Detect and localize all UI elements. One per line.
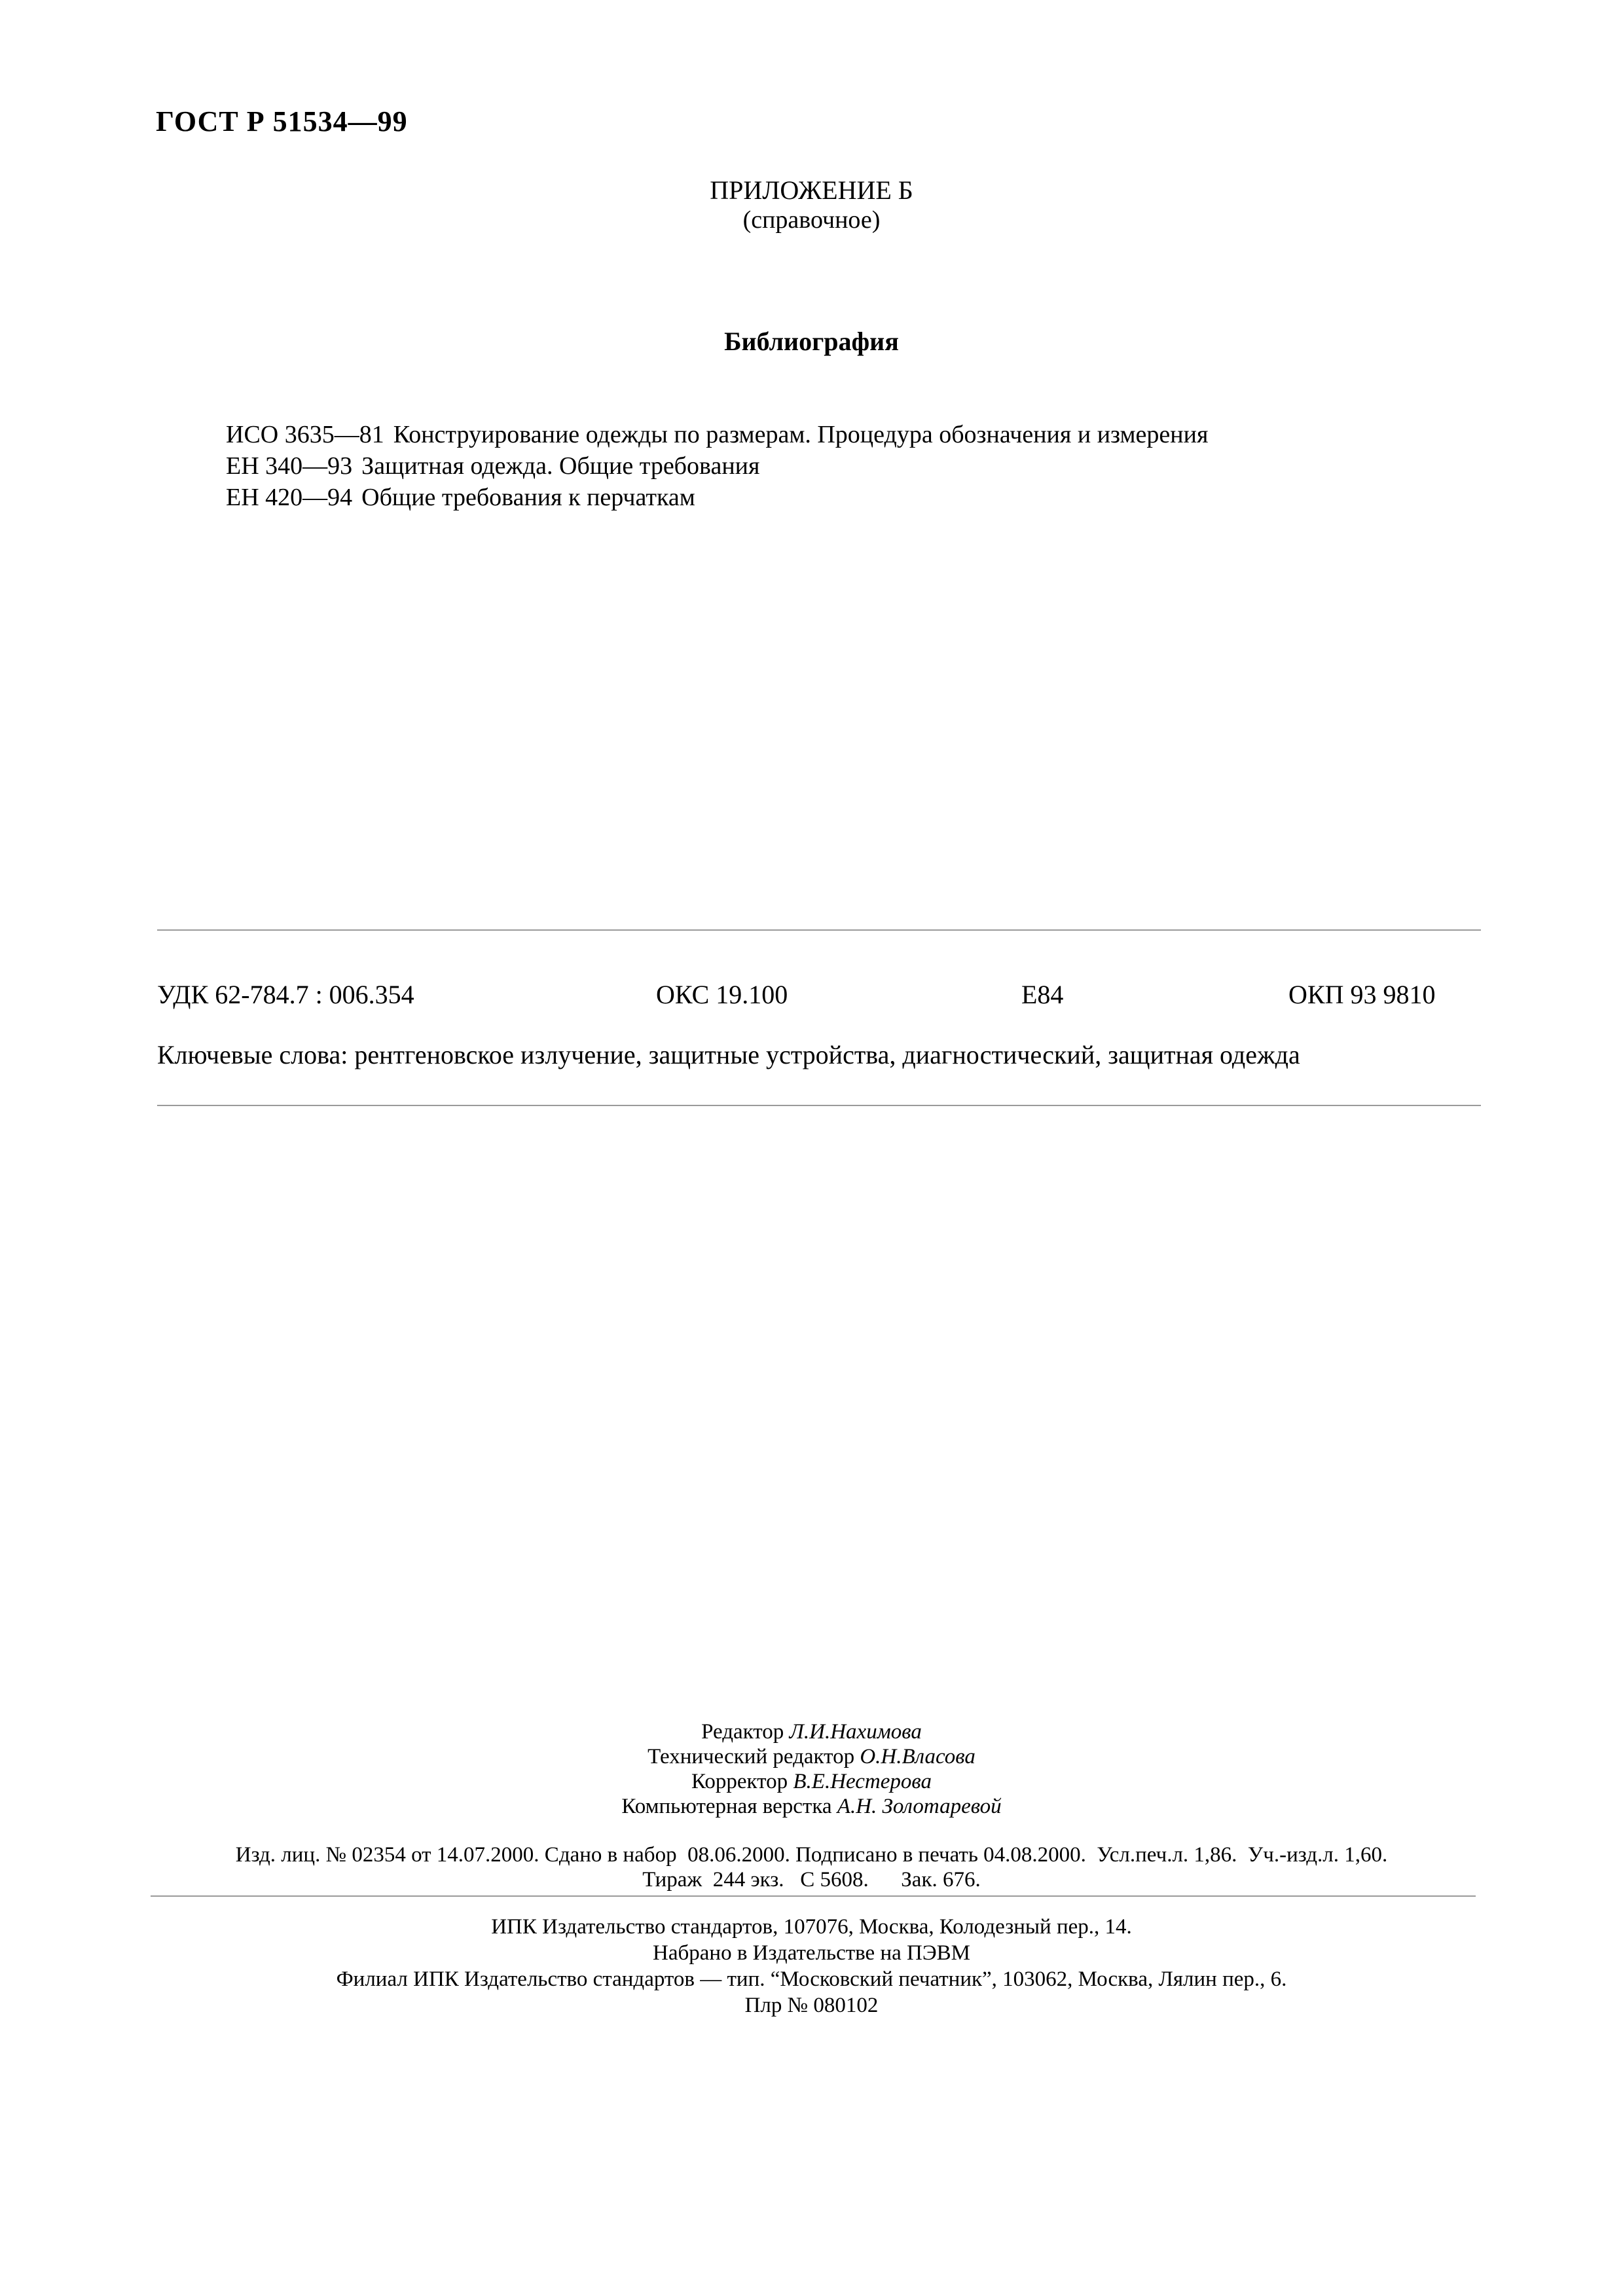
credit-name: О.Н.Власова <box>860 1745 976 1768</box>
credit-line <box>0 1744 1623 1769</box>
credits-block <box>0 1719 1623 1819</box>
oks-code: ОКС 19.100 <box>656 980 788 1009</box>
divider-top <box>157 929 1481 931</box>
divider-bottom <box>151 1895 1476 1897</box>
credit-name: А.Н. Золотаревой <box>837 1795 1002 1818</box>
credit-name: В.Е.Нестерова <box>793 1770 932 1793</box>
imprint-line-2: Тираж 244 экз. С 5608. Зак. 676. <box>642 1868 981 1892</box>
credit-name: Л.И.Нахимова <box>789 1720 922 1744</box>
bibliography-title: Библиография <box>724 327 899 356</box>
bibliography-item-code: ИСО 3635—81 <box>226 421 384 448</box>
credit-role: Редактор <box>701 1720 784 1744</box>
group-code: Е84 <box>1021 980 1064 1009</box>
udk-code: УДК 62-784.7 : 006.354 <box>157 980 414 1009</box>
appendix-title: ПРИЛОЖЕНИЕ Б <box>710 175 913 205</box>
imprint-line-1: Изд. лиц. № 02354 от 14.07.2000. Сдано в набор 08.06.2000. Подписано в печать 04.08.2000. Усл.печ.л. 1,86. Уч.-изд.л. 1,60. <box>235 1843 1388 1867</box>
bibliography-item-code: ЕН 420—94 <box>226 484 353 511</box>
credit-role: Технический редактор <box>647 1745 855 1768</box>
credit-line <box>0 1794 1623 1819</box>
document-code: ГОСТ Р 51534—99 <box>156 105 408 137</box>
credit-line <box>0 1719 1623 1744</box>
bibliography-item-text: Общие требования к перчаткам <box>361 484 695 511</box>
bibliography-item-text: Защитная одежда. Общие требования <box>361 452 760 480</box>
divider-middle <box>157 1105 1481 1106</box>
appendix-note: (справочное) <box>742 206 881 234</box>
publisher-line-1: ИПК Издательство стандартов, 107076, Москва, Колодезный пер., 14. <box>491 1915 1132 1939</box>
imprint-block <box>0 1842 1623 1892</box>
publisher-block <box>0 1914 1623 2018</box>
credit-line <box>0 1769 1623 1794</box>
publisher-line-4: Плр № 080102 <box>744 1994 879 2017</box>
okp-code: ОКП 93 9810 <box>1288 980 1436 1009</box>
bibliography-item <box>226 419 1208 450</box>
credit-role: Компьютерная верстка <box>621 1795 832 1818</box>
bibliography-item <box>226 450 1208 482</box>
bibliography-item-text: Конструирование одежды по размерам. Процедура обозначения и измерения <box>393 421 1209 448</box>
publisher-line-2: Набрано в Издательстве на ПЭВМ <box>653 1941 970 1965</box>
bibliography-list <box>226 419 1208 513</box>
keywords: Ключевые слова: рентгеновское излучение, защитные устройства, диагностический, защитная одежда <box>157 1040 1300 1069</box>
publisher-line-3: Филиал ИПК Издательство стандартов — тип. “Московский печатник”, 103062, Москва, Лялин пер., 6. <box>336 1967 1287 1991</box>
bibliography-item <box>226 482 1208 513</box>
credit-role: Корректор <box>691 1770 788 1793</box>
bibliography-item-code: ЕН 340—93 <box>226 452 353 480</box>
